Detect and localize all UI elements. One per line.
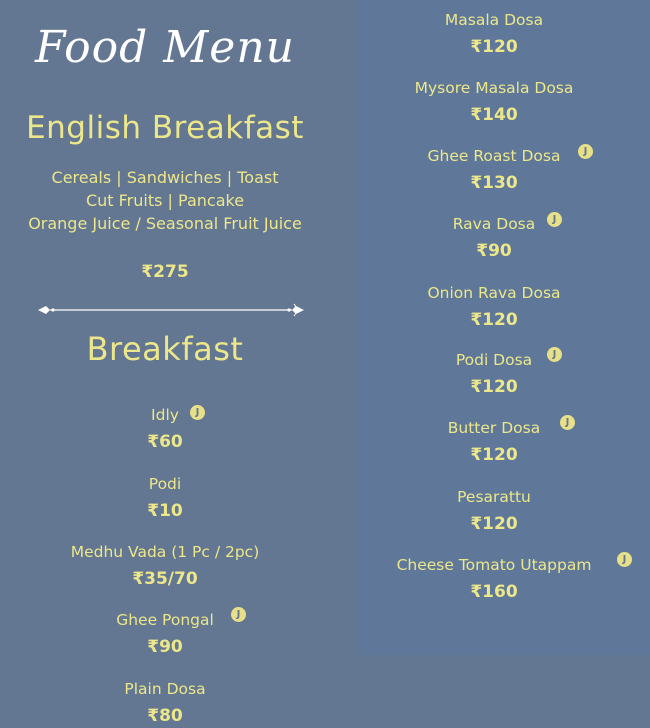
item-name: Onion Rava Dosa: [427, 284, 561, 302]
item-price: ₹90: [476, 241, 512, 261]
item-price: ₹10: [147, 501, 183, 521]
menu-item: [394, 10, 594, 58]
item-price: ₹80: [147, 706, 183, 726]
jain-badge-icon: J: [617, 552, 632, 567]
menu-item: [434, 487, 554, 535]
menu-item: [444, 214, 544, 262]
menu-item: [35, 542, 295, 590]
jain-badge-icon: J: [560, 415, 575, 430]
item-name: Masala Dosa: [444, 11, 544, 29]
menu-item: [384, 555, 604, 603]
item-price: ₹160: [470, 582, 518, 602]
item-name: Idly: [151, 406, 179, 424]
item-name: Ghee Pongal: [116, 611, 214, 629]
jain-badge-icon: J: [578, 144, 593, 159]
english-breakfast-price: ₹275: [141, 262, 189, 282]
item-name: Medhu Vada (1 Pc / 2pc): [70, 543, 260, 561]
english-breakfast-line: Cereals | Sandwiches | Toast: [51, 168, 279, 187]
item-name: Ghee Roast Dosa: [427, 147, 561, 165]
menu-title: Food Menu: [34, 22, 296, 73]
item-name: Rava Dosa: [452, 215, 536, 233]
menu-item: [414, 283, 574, 331]
menu-item: [90, 610, 240, 658]
menu-item: [444, 350, 544, 398]
menu-item: [90, 679, 240, 727]
jain-badge-icon: J: [547, 212, 562, 227]
item-price: ₹140: [470, 105, 518, 125]
menu-item: [394, 78, 594, 126]
item-name: Podi: [148, 475, 182, 493]
jain-badge-icon: J: [190, 405, 205, 420]
breakfast-heading: Breakfast: [86, 330, 244, 368]
item-name: Butter Dosa: [447, 419, 541, 437]
item-name: Plain Dosa: [124, 680, 206, 698]
item-price: ₹120: [470, 377, 518, 397]
jain-badge-icon: J: [547, 347, 562, 362]
item-price: ₹120: [470, 310, 518, 330]
item-price: ₹120: [470, 514, 518, 534]
ornamental-divider: [36, 300, 306, 320]
english-breakfast-line: Cut Fruits | Pancake: [85, 191, 245, 210]
menu-item: [115, 474, 215, 522]
item-name: Pesarattu: [457, 488, 531, 506]
item-price: ₹130: [470, 173, 518, 193]
item-price: ₹60: [147, 432, 183, 452]
item-price: ₹120: [470, 445, 518, 465]
item-price: ₹120: [470, 37, 518, 57]
item-price: ₹90: [147, 637, 183, 657]
english-breakfast-heading: English Breakfast: [26, 110, 304, 146]
jain-badge-icon: J: [231, 607, 246, 622]
item-name: Cheese Tomato Utappam: [396, 556, 592, 574]
item-price: ₹35/70: [132, 569, 198, 589]
item-name: Podi Dosa: [455, 351, 533, 369]
menu-item: [419, 146, 569, 194]
menu-item: [434, 418, 554, 466]
english-breakfast-line: Orange Juice / Seasonal Fruit Juice: [28, 214, 302, 233]
item-name: Mysore Masala Dosa: [414, 79, 574, 97]
